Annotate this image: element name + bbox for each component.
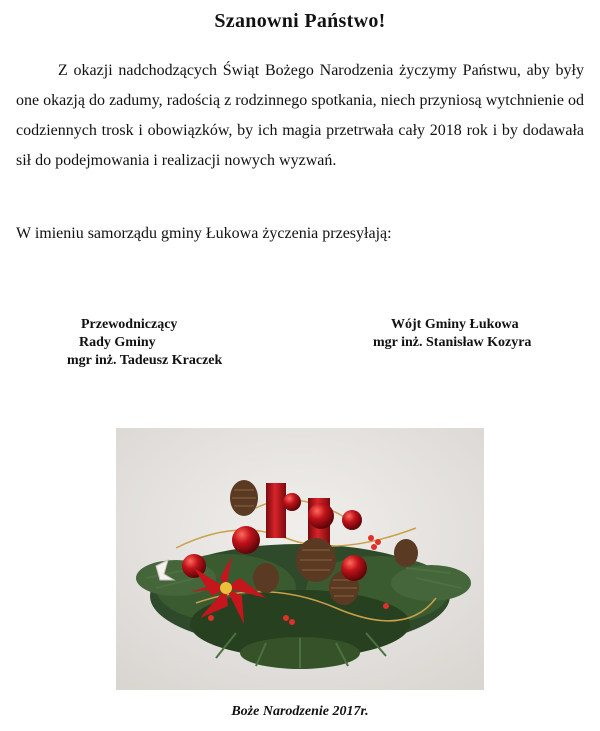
signature-chairman-name: mgr inż. Tadeusz Kraczek (67, 353, 223, 368)
wreath-illustration (116, 428, 484, 690)
greeting-text: Z okazji nadchodzących Świąt Bożego Narodzenia życzymy Państwu, aby były one okazją do zadumy, radością z rodzinnego spotkania, niech przyniosą wytchnienie od codziennych trosk i obowiązków, by ich magia przetrwała cały 2018 rok i by dodawała sił do podejmowania i realizacji nowych wyzwań. (16, 62, 584, 169)
signature-mayor-title: Wójt Gminy Łukowa (391, 317, 519, 332)
photo-caption: Boże Narodzenie 2017r. (231, 704, 369, 719)
greeting-paragraph (16, 56, 584, 176)
page-title: Szanowni Państwo! (214, 10, 386, 32)
signature-chairman-title: Przewodniczący (81, 317, 178, 332)
signature-chairman-council: Rady Gminy (79, 335, 156, 350)
wishes-line: W imieniu samorządu gminy Łukowa życzenia przesyłają: (16, 225, 392, 242)
christmas-wreath-photo (116, 428, 484, 690)
candle-left (266, 483, 286, 538)
signature-mayor (365, 316, 575, 352)
signature-chairman (55, 316, 255, 370)
signature-mayor-name: mgr inż. Stanisław Kozyra (373, 335, 532, 350)
